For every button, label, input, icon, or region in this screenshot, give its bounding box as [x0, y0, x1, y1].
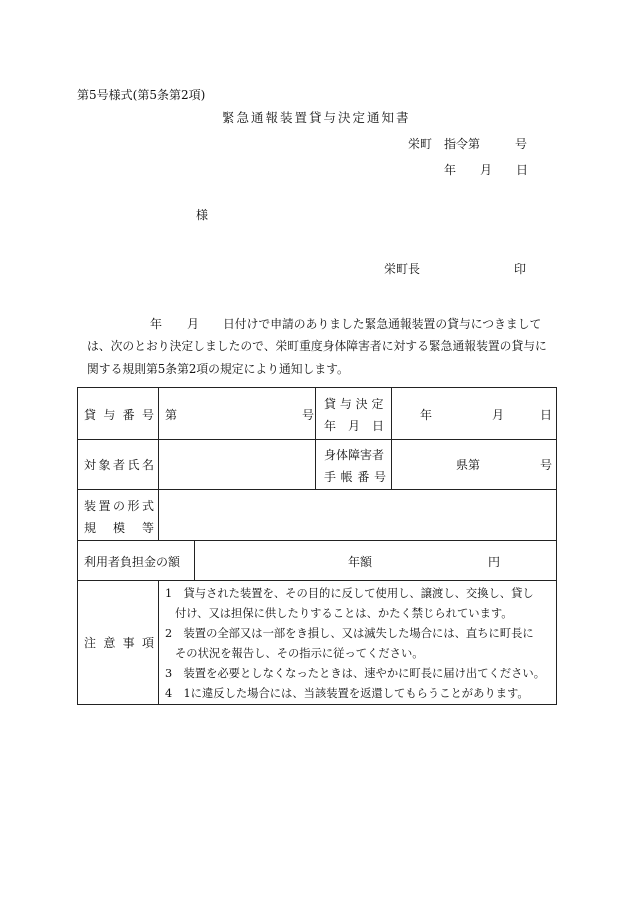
burden-label: 利用者負担金の額 — [84, 555, 181, 569]
label-char: 名 — [141, 458, 154, 472]
burden-annual: 年額 — [348, 555, 373, 569]
label-char: 号 — [373, 470, 386, 484]
handbook-suffix: 号 — [540, 458, 553, 472]
issuer-name: 栄町長 — [384, 262, 421, 276]
label-char: 号 — [141, 408, 154, 422]
label-char: 者 — [112, 458, 125, 472]
label-char: 意 — [103, 636, 116, 650]
date-day: 日 — [516, 163, 529, 177]
device-label-line1 — [84, 497, 154, 514]
note-item-4: 4 1に違反した場合には、当該装置を返還してもらうことがあります。 — [165, 687, 529, 700]
label-char: 与 — [103, 408, 116, 422]
label-char: 事 — [122, 636, 135, 650]
body-line1: 日付けで申請のありました緊急通報装置の貸与につきまして — [223, 317, 542, 331]
note-item-3: 3 装置を必要としなくなったときは、速やかに町長に届け出てください。 — [165, 667, 545, 680]
label-char: 模 — [112, 521, 125, 535]
label-char: 項 — [141, 636, 154, 650]
label-char: 対 — [84, 458, 97, 472]
row-divider — [78, 439, 556, 440]
body-month: 月 — [187, 317, 200, 331]
label-char: 象 — [98, 458, 111, 472]
label-char: 日 — [371, 419, 384, 433]
label-char: 番 — [357, 470, 370, 484]
decision-date-label-line2 — [324, 417, 384, 434]
col-divider — [194, 540, 195, 580]
decision-month: 月 — [492, 408, 505, 422]
issue-label: 指令第 — [444, 137, 481, 151]
date-year: 年 — [444, 163, 457, 177]
issue-prefix: 栄町 — [408, 137, 433, 151]
notes-label — [84, 634, 154, 651]
recipient-name-label — [84, 456, 154, 473]
handbook-label-line1: 身体障害者 — [324, 448, 385, 462]
form-number: 第5号様式(第5条第2項) — [77, 88, 206, 102]
label-char: 氏 — [127, 458, 140, 472]
col-divider — [158, 580, 159, 705]
label-char: 手 — [324, 470, 337, 484]
decision-year: 年 — [420, 408, 433, 422]
row-divider — [78, 540, 556, 541]
label-char: 等 — [141, 521, 154, 535]
label-char: 置 — [98, 499, 111, 513]
body-year: 年 — [150, 317, 163, 331]
burden-unit: 円 — [488, 555, 501, 569]
label-char: 規 — [84, 521, 97, 535]
handbook-prefix: 県第 — [456, 458, 481, 472]
label-char: の — [112, 499, 125, 513]
col-divider — [391, 388, 392, 489]
loan-number-suffix: 号 — [302, 408, 315, 422]
label-char: 貸 — [84, 408, 97, 422]
issue-suffix: 号 — [515, 137, 528, 151]
document-title: 緊急通報装置貸与決定通知書 — [222, 110, 411, 125]
device-label-line2 — [84, 519, 154, 536]
note-item-2: 2 装置の全部又は一部をき損し、又は滅失した場合には、直ちに町長に — [165, 627, 534, 640]
label-char: 注 — [84, 636, 97, 650]
label-char: 帳 — [340, 470, 353, 484]
label-char: 年 — [324, 419, 337, 433]
body-line2: は、次のとおり決定しましたので、栄町重度身体障害者に対する緊急通報装置の貸与に — [87, 339, 547, 353]
note-item-2-cont: その状況を報告し、その指示に従ってください。 — [175, 647, 424, 660]
col-divider — [158, 388, 159, 540]
addressee-suffix: 様 — [196, 208, 209, 222]
col-divider — [315, 388, 316, 489]
loan-number-prefix: 第 — [165, 408, 178, 422]
row-divider — [78, 489, 556, 490]
decision-date-label-line1: 貸 与 決 定 — [324, 397, 384, 411]
body-line3: 関する規則第5条第2項の規定により通知します。 — [87, 362, 349, 376]
label-char: 式 — [141, 499, 154, 513]
label-char: 月 — [347, 419, 360, 433]
note-item-1: 1 貸与された装置を、その目的に反して使用し、譲渡し、交換し、貸し — [165, 587, 534, 600]
label-char: 装 — [84, 499, 97, 513]
label-char: 番 — [122, 408, 135, 422]
decision-day: 日 — [540, 408, 553, 422]
date-month: 月 — [480, 163, 493, 177]
row-divider — [78, 580, 556, 581]
seal-mark: 印 — [514, 262, 527, 276]
loan-number-label — [84, 406, 154, 423]
label-char: 形 — [127, 499, 140, 513]
note-item-1-cont: 付け、又は担保に供したりすることは、かたく禁じられています。 — [175, 607, 513, 620]
handbook-label-line2 — [324, 468, 386, 485]
decision-table — [77, 387, 557, 705]
